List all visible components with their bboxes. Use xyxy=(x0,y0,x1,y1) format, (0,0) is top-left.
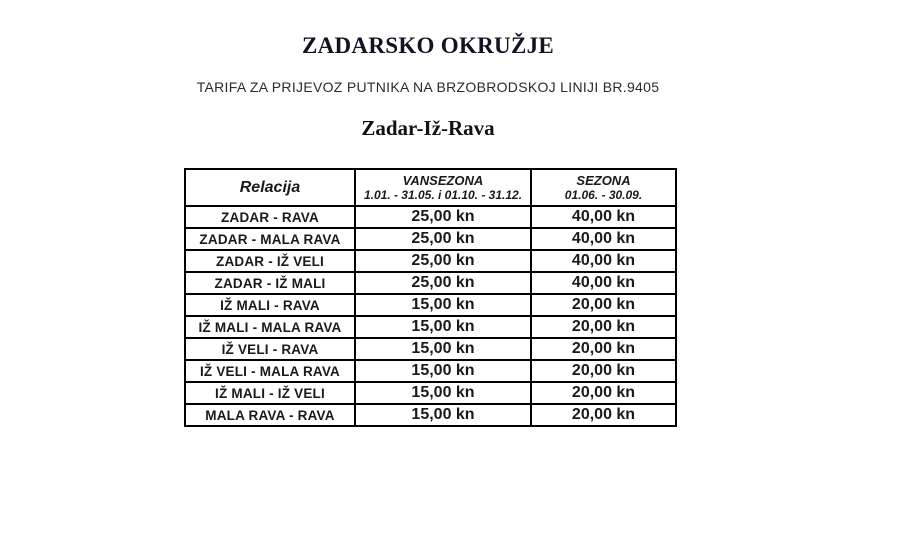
fare-row xyxy=(185,272,676,294)
relation-cell: ZADAR - IŽ VELI xyxy=(185,250,355,272)
season-column-header xyxy=(531,169,676,206)
fare-row xyxy=(185,360,676,382)
offseason-price-cell: 25,00 kn xyxy=(355,206,531,228)
fare-row xyxy=(185,404,676,426)
season-label: SEZONA xyxy=(576,173,631,188)
relation-cell: ZADAR - IŽ MALI xyxy=(185,272,355,294)
offseason-label: VANSEZONA xyxy=(402,173,484,188)
document-title: ZADARSKO OKRUŽJE xyxy=(301,33,555,58)
header-row xyxy=(185,169,676,206)
relation-cell: MALA RAVA - RAVA xyxy=(185,404,355,426)
offseason-column-header xyxy=(355,169,531,206)
relation-cell: IŽ MALI - RAVA xyxy=(185,294,355,316)
season-price-cell: 40,00 kn xyxy=(531,206,676,228)
fare-row xyxy=(185,206,676,228)
season-price-cell: 40,00 kn xyxy=(531,250,676,272)
season-price-cell: 20,00 kn xyxy=(531,360,676,382)
offseason-price-cell: 15,00 kn xyxy=(355,338,531,360)
season-price-cell: 20,00 kn xyxy=(531,404,676,426)
relation-cell: ZADAR - MALA RAVA xyxy=(185,228,355,250)
fare-table-header xyxy=(185,169,676,206)
fare-row xyxy=(185,382,676,404)
season-price-cell: 40,00 kn xyxy=(531,228,676,250)
offseason-price-cell: 15,00 kn xyxy=(355,316,531,338)
offseason-date-range: 1.01. - 31.05. i 01.10. - 31.12. xyxy=(363,188,523,202)
fare-row xyxy=(185,338,676,360)
relation-cell: IŽ VELI - MALA RAVA xyxy=(185,360,355,382)
season-price-cell: 20,00 kn xyxy=(531,338,676,360)
season-price-cell: 20,00 kn xyxy=(531,316,676,338)
relation-cell: ZADAR - RAVA xyxy=(185,206,355,228)
fare-row xyxy=(185,294,676,316)
offseason-price-cell: 15,00 kn xyxy=(355,382,531,404)
season-date-range: 01.06. - 30.09. xyxy=(564,188,643,202)
offseason-price-cell: 25,00 kn xyxy=(355,250,531,272)
relation-cell: IŽ MALI - IŽ VELI xyxy=(185,382,355,404)
fare-table-body xyxy=(185,206,676,426)
offseason-price-cell: 25,00 kn xyxy=(355,228,531,250)
fare-row xyxy=(185,250,676,272)
season-price-cell: 20,00 kn xyxy=(531,382,676,404)
fare-row xyxy=(185,316,676,338)
fare-table xyxy=(184,168,677,427)
route-title: Zadar-Iž-Rava xyxy=(361,116,495,140)
relation-cell: IŽ MALI - MALA RAVA xyxy=(185,316,355,338)
offseason-price-cell: 15,00 kn xyxy=(355,360,531,382)
relation-column-header: Relacija xyxy=(185,169,355,206)
offseason-price-cell: 15,00 kn xyxy=(355,294,531,316)
fare-row xyxy=(185,228,676,250)
offseason-price-cell: 15,00 kn xyxy=(355,404,531,426)
season-price-cell: 20,00 kn xyxy=(531,294,676,316)
document-subtitle: TARIFA ZA PRIJEVOZ PUTNIKA NA BRZOBRODSKOJ LINIJI BR.9405 xyxy=(196,79,660,95)
season-price-cell: 40,00 kn xyxy=(531,272,676,294)
offseason-price-cell: 25,00 kn xyxy=(355,272,531,294)
relation-cell: IŽ VELI - RAVA xyxy=(185,338,355,360)
